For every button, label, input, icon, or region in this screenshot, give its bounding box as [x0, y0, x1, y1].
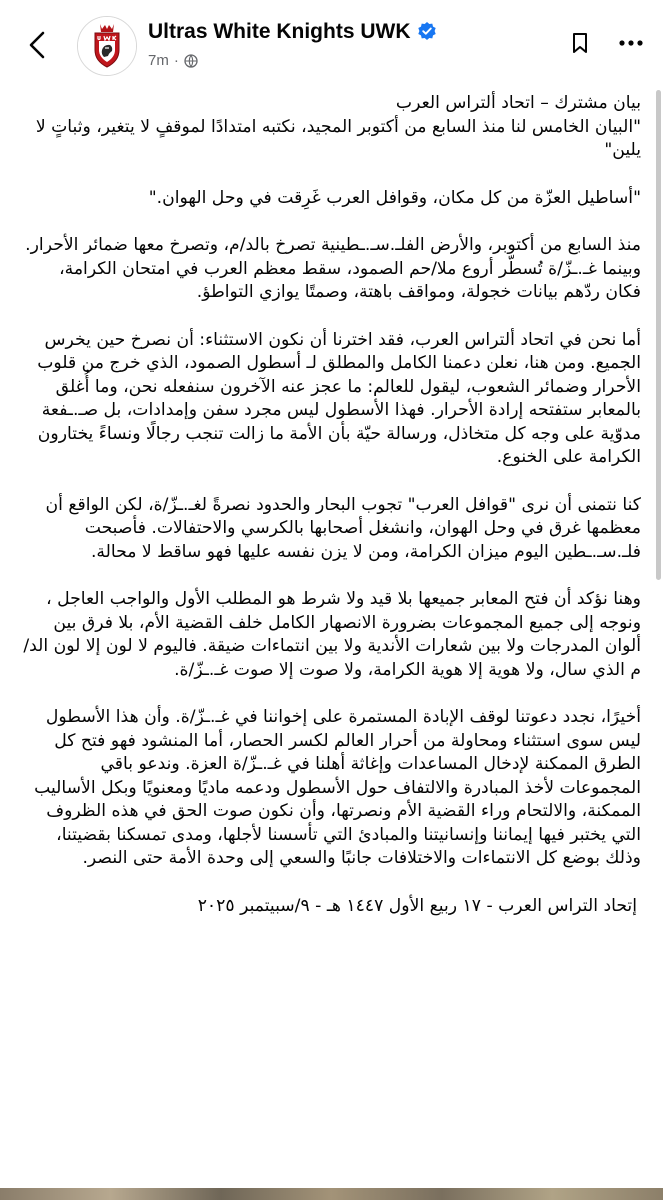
post-paragraph: أخيرًا، نجدد دعوتنا لوقف الإبادة المستمرة على إخواننا في غـ.ـزّ/ة. وأن هذا الأسطول ليس سوى استثناء ومحاولة من أحرار العالم لكسر الحصار، أما المنشود فهو فتح كل الطرق الممكنة لإدخال المساعدات وإغاثة أهلنا في غـ.ـزّ/ة العزة. وندعو باقي المجموعات لأخذ المبادرة والالتفاف حول الأسطول ودعمه ماديًا ومعنويًا وبكل الأساليب الممكنة، والالتحام وراء القضية الأم ونصرتها، وأن نكون صوت الحق في هذه الظروف التي يختبر فيها إيماننا وإنسانيتنا والمبادئ التي تأسسنا لأجلها، ومدى تمسكنا بقضيتنا، وذلك بوضع كل الانتماءات والاختلافات جانبًا والسعي إلى وحدة الأمة حتى النصر. [34, 707, 641, 868]
statement-subheading: "البيان الخامس لنا منذ السابع من أكتوبر المجيد، نكتبه امتدادًا لموقفٍ لا يتغير، وثباتٍ لا يلين" [35, 116, 641, 160]
post-signature: إتحاد التراس العرب - ١٧ ربيع الأول ١٤٤٧ هـ - ٩/سبيتمبر ٢٠٢٥ [197, 895, 637, 916]
uwk-knight-logo [78, 17, 136, 75]
header-actions [571, 32, 643, 54]
back-button[interactable] [20, 28, 54, 62]
post-paragraph: كنا نتمنى أن نرى "قوافل العرب" تجوب البحار والحدود نصرةً لغـ.ـزّ/ة، لكن الواقع أن معظمها غرق في وحل الهوان، وانشغل أصحابها بالكرسي والاحتفالات. فأصبحت فلـ.سـ.ـطين اليوم ميزان الكرامة، ومن لا يزن نفسه عليها فهو ساقط لا محالة. [45, 494, 641, 562]
post-paragraph [23, 92, 641, 163]
verified-badge-icon [417, 21, 437, 47]
more-horizontal-icon[interactable] [619, 39, 643, 47]
time-ago[interactable]: 7m [148, 52, 169, 69]
avatar[interactable] [77, 16, 137, 76]
statement-heading: بيان مشترك – اتحاد ألتراس العرب [395, 93, 641, 113]
post-paragraph: وهنا نؤكد أن فتح المعابر جميعها بلا قيد ولا شرط هو المطلب الأول والواجب العاجل ، ونوجه إلى جميع المجموعات بضرورة الانصهار الكامل خلف القضية الأم، بلا فرق بين ألوان المدرجات ولا بين شعارات الأندية ولا بين انتماءات ضيقة. فاليوم لا لون إلا لون الد/م الذي سال، ولا هوية إلا هوية الكرامة، ولا صوت إلا صوت غـ.ـزّ/ة. [23, 589, 641, 680]
next-post-image-edge [0, 1188, 663, 1200]
globe-icon [184, 54, 198, 68]
account-name[interactable] [148, 20, 437, 47]
post-header [0, 0, 663, 90]
chevron-left-icon [26, 30, 48, 60]
account-name-text[interactable]: Ultras White Knights UWK [148, 20, 411, 43]
scrollbar[interactable] [656, 90, 661, 580]
post-paragraph: منذ السابع من أكتوبر، والأرض الفلـ.سـ.ـطينية تصرخ بالد/م، وتصرخ معها ضمائر الأحرار. وبينما غـ.ـزّ/ة تُسطّر أروع ملا/حم الصمود، سقط معظم العرب في امتحان الكرامة، فكان ردّهم بيانات خجولة، ومواقف باهتة، وصمتًا يوازي التواطؤ. [25, 235, 641, 302]
bookmark-icon[interactable] [571, 32, 589, 54]
post-body [23, 92, 641, 942]
post-paragraph: أما نحن في اتحاد ألتراس العرب، فقد اخترنا أن نكون الاستثناء: أن نصرخ حين يخرس الجميع. ومن هنا، نعلن دعمنا الكامل والمطلق لـ أسطول الصمود، الذي خرج من قلوب الأحرار وضمائر الشعوب، ليقول للعالم: ما عجز عنه الآخرون سنفعله نحن، وما أُغلق بالمعابر ستفتحه إرادة الأحرار. فهذا الأسطول ليس مجرد سفن وإمدادات، بل صـ.ـفعة مدوّية على وجه كل متخاذل، ورسالة حيّة بأن الأمة ما زالت تنجب رجالًا ونساءً يختارون الكرامة على الخنوع. [37, 329, 641, 467]
post-paragraph: "أساطيل العزّة من كل مكان، وقوافل العرب غَرِقت في وحل الهوان." [148, 187, 641, 208]
meta-separator: · [173, 52, 179, 69]
post-meta [148, 52, 198, 69]
